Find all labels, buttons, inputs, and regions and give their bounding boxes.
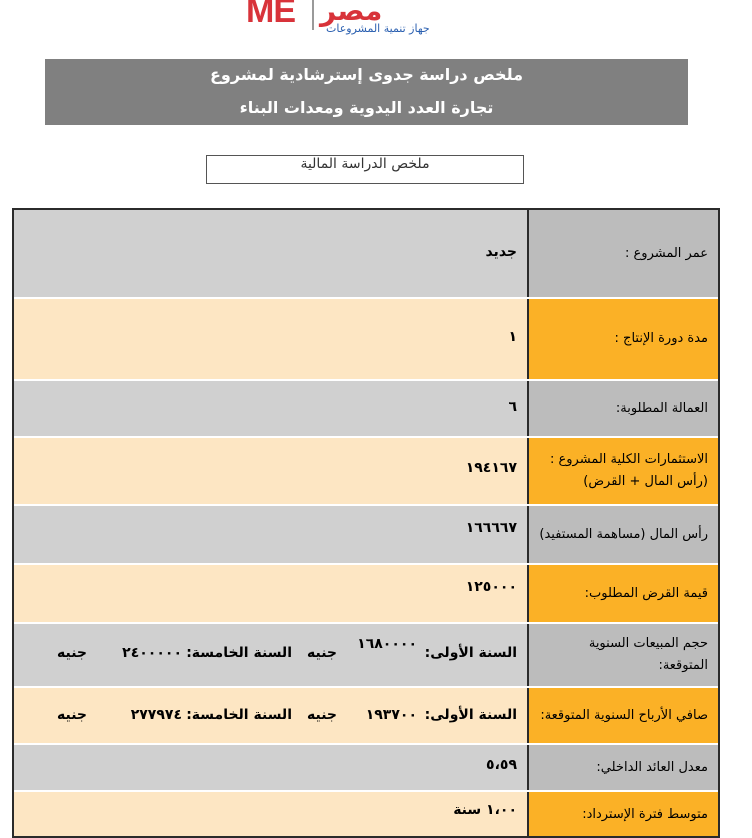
sales-currency-5: جنيه	[56, 645, 87, 661]
row-project-age	[14, 210, 718, 299]
summary-table	[12, 208, 720, 838]
project-age-label: عمر المشروع :	[529, 210, 718, 297]
logo-subtitle: جهاز تنمية المشروعات	[326, 22, 430, 35]
row-workers	[14, 381, 718, 438]
logo	[240, 0, 500, 40]
irr-value: ٥،٥٩	[486, 757, 517, 773]
profits-year5-label: السنة الخامسة:	[186, 707, 292, 723]
sales-year5-label: السنة الخامسة:	[186, 645, 292, 661]
irr-label: معدل العائد الداخلي:	[529, 745, 718, 790]
payback-label: متوسط فترة الإسترداد:	[529, 792, 718, 838]
loan-value: ١٢٥٠٠٠	[465, 579, 517, 595]
production-cycle-label: مدة دورة الإنتاج :	[529, 299, 718, 379]
title-line-1: ملخص دراسة جدوى إسترشادية لمشروع	[209, 65, 523, 84]
row-production-cycle	[14, 299, 718, 381]
profits-label: صافي الأرباح السنوية المتوقعة:	[529, 688, 718, 743]
row-payback	[14, 792, 718, 838]
profits-year1-value: ١٩٣٧٠٠	[365, 707, 417, 723]
total-investment-value: ١٩٤١٦٧	[465, 460, 517, 476]
row-total-investment	[14, 438, 718, 506]
sales-label: حجم المبيعات السنوية المتوقعة:	[529, 624, 718, 686]
section-title: ملخص الدراسة المالية	[206, 155, 524, 184]
workers-label: العمالة المطلوبة:	[529, 381, 718, 436]
payback-value: ١،٠٠ سنة	[453, 802, 517, 818]
production-cycle-value: ١	[508, 329, 517, 345]
sales-currency-1: جنيه	[306, 645, 337, 661]
row-loan	[14, 565, 718, 624]
page-title	[45, 59, 688, 125]
row-capital	[14, 506, 718, 565]
workers-value: ٦	[508, 399, 517, 415]
sales-year1-label: السنة الأولى:	[424, 645, 517, 661]
logo-latin: ME	[246, 0, 295, 30]
title-line-2: تجارة العدد اليدوية ومعدات البناء	[239, 98, 494, 117]
total-investment-label: الاستثمارات الكلية المشروع : (رأس المال + القرض)	[529, 438, 718, 504]
profits-currency-1: جنيه	[306, 707, 337, 723]
profits-year5-value: ٢٧٧٩٧٤	[130, 707, 182, 723]
logo-divider	[312, 0, 314, 30]
sales-year1-value: ١٦٨٠٠٠٠	[357, 636, 417, 652]
capital-value: ١٦٦٦٦٧	[465, 520, 517, 536]
sales-year5-value: ٢٤٠٠٠٠٠	[122, 645, 182, 661]
profits-year1-label: السنة الأولى:	[424, 707, 517, 723]
logo-arabic: مصر	[320, 0, 383, 27]
row-sales	[14, 624, 718, 688]
loan-label: قيمة القرض المطلوب:	[529, 565, 718, 622]
capital-label: رأس المال (مساهمة المستفيد)	[529, 506, 718, 563]
row-irr	[14, 745, 718, 792]
profits-currency-5: جنيه	[56, 707, 87, 723]
project-age-value: جديد	[485, 244, 517, 260]
row-profits	[14, 688, 718, 745]
